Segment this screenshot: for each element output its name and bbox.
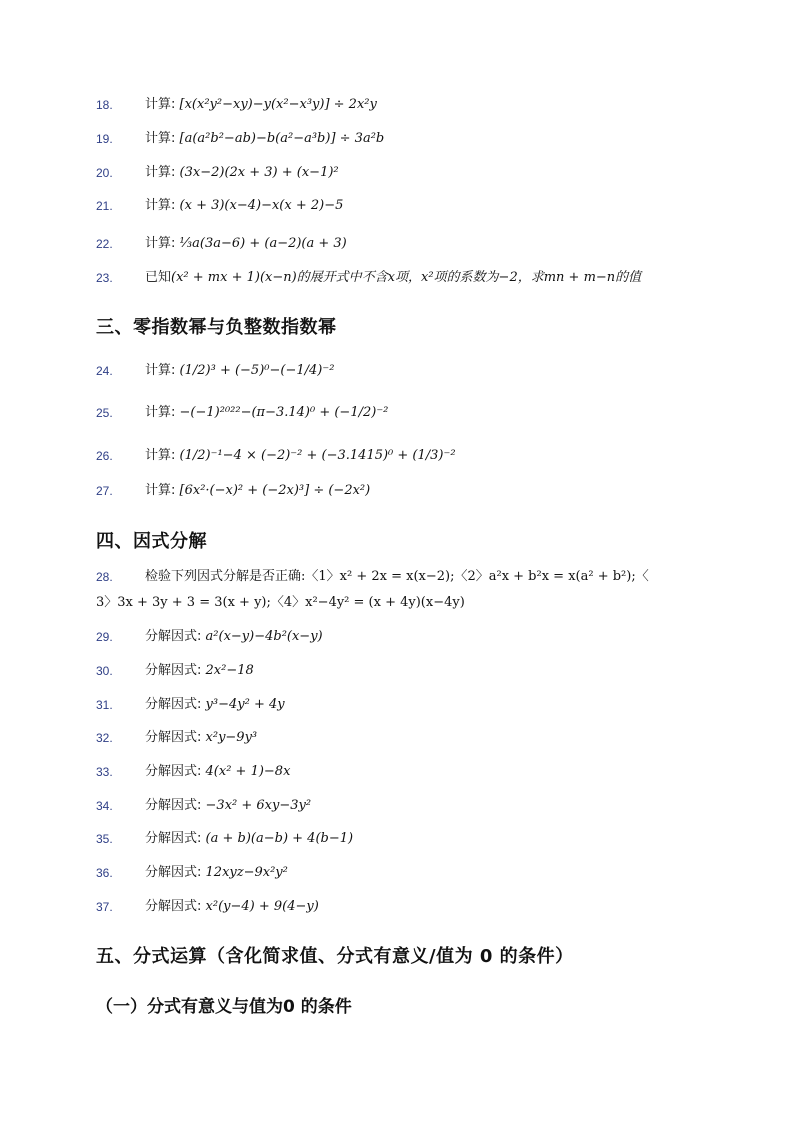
math-expression: 12xyz−9x²y² <box>205 865 288 880</box>
problem-label: 分解因式: <box>145 697 202 712</box>
problem-label: 分解因式: <box>145 730 202 745</box>
problem-number: 37. <box>96 900 113 914</box>
problem-label: 分解因式: <box>145 629 202 644</box>
math-expression: −3x² + 6xy−3y² <box>205 798 312 813</box>
problem-28-line-2: 3〉3x + 3y + 3 = 3(x + y);〈4〉x²−4y² = (x + 4y)(x−4y) <box>96 595 465 610</box>
problem-number: 33. <box>96 765 113 779</box>
problem-number: 21. <box>96 199 113 213</box>
problem-number: 18. <box>96 98 113 112</box>
math-expression: (1/2)³ + (−5)⁰−(−1/4)⁻² <box>179 363 335 378</box>
problem-number: 22. <box>96 237 113 251</box>
problem-label: 分解因式: <box>145 831 202 846</box>
problem-label: 分解因式: <box>145 865 202 880</box>
problem-label: 计算: <box>145 483 176 498</box>
problem-label: 已知 <box>145 270 172 285</box>
problem-label: 计算: <box>145 363 176 378</box>
problem-number: 31. <box>96 698 113 712</box>
problem-number: 26. <box>96 449 113 463</box>
section-heading: 三、零指数幂与负整数指数幂 <box>96 317 337 338</box>
problem-label: 分解因式: <box>145 798 202 813</box>
math-expression: [x(x²y²−xy)−y(x²−x³y)] ÷ 2x²y <box>179 97 377 112</box>
section-heading: 四、因式分解 <box>96 531 207 552</box>
problem-number: 34. <box>96 799 113 813</box>
math-expression: a²(x−y)−4b²(x−y) <box>205 629 323 644</box>
problem-label: 分解因式: <box>145 764 202 779</box>
problem-number: 20. <box>96 166 113 180</box>
problem-label: 计算: <box>145 97 176 112</box>
problem-label: 分解因式: <box>145 663 202 678</box>
math-expression: (a + b)(a−b) + 4(b−1) <box>205 831 354 846</box>
problem-number: 19. <box>96 132 113 146</box>
math-expression: (x + 3)(x−4)−x(x + 2)−5 <box>179 198 344 213</box>
problem-label: 计算: <box>145 448 176 463</box>
math-expression: [6x²·(−x)² + (−2x)³] ÷ (−2x²) <box>179 483 371 498</box>
math-expression: −(−1)²⁰²²−(π−3.14)⁰ + (−1/2)⁻² <box>179 405 389 420</box>
problem-label: 计算: <box>145 236 176 251</box>
math-expression: x²(y−4) + 9(4−y) <box>205 899 319 914</box>
problem-number: 25. <box>96 406 113 420</box>
problem-label: 计算: <box>145 131 176 146</box>
problem-label: 计算: <box>145 165 176 180</box>
problem-number: 30. <box>96 664 113 678</box>
problem-label: 计算: <box>145 198 176 213</box>
problem-number: 23. <box>96 271 113 285</box>
problem-number: 24. <box>96 364 113 378</box>
problem-label: 计算: <box>145 405 176 420</box>
problem-number: 35. <box>96 832 113 846</box>
subsection-heading: （一）分式有意义与值为0 的条件 <box>96 997 352 1017</box>
section-heading: 五、分式运算（含化简求值、分式有意义/值为 0 的条件） <box>96 946 574 967</box>
math-expression: [a(a²b²−ab)−b(a²−a³b)] ÷ 3a²b <box>179 131 385 146</box>
math-expression: 4(x² + 1)−8x <box>205 764 291 779</box>
problem-number: 36. <box>96 866 113 880</box>
problem-number: 32. <box>96 731 113 745</box>
math-expression: 2x²−18 <box>205 663 254 678</box>
math-expression: (x² + mx + 1)(x−n)的展开式中不含x项，x²项的系数为−2，求mn + m−n的值 <box>171 270 642 285</box>
problem-number: 28. <box>96 570 113 584</box>
math-expression: ⅓a(3a−6) + (a−2)(a + 3) <box>179 236 347 251</box>
problem-label: 分解因式: <box>145 899 202 914</box>
problem-28-line-1: 检验下列因式分解是否正确:〈1〉x² + 2x = x(x−2);〈2〉a²x + b²x = x(a² + b²);〈 <box>145 569 649 584</box>
math-expression: y³−4y² + 4y <box>205 697 285 712</box>
math-expression: (3x−2)(2x + 3) + (x−1)² <box>179 165 339 180</box>
math-expression: x²y−9y³ <box>205 730 258 745</box>
problem-number: 29. <box>96 630 113 644</box>
problem-number: 27. <box>96 484 113 498</box>
math-expression: (1/2)⁻¹−4 × (−2)⁻² + (−3.1415)⁰ + (1/3)⁻² <box>179 448 456 463</box>
